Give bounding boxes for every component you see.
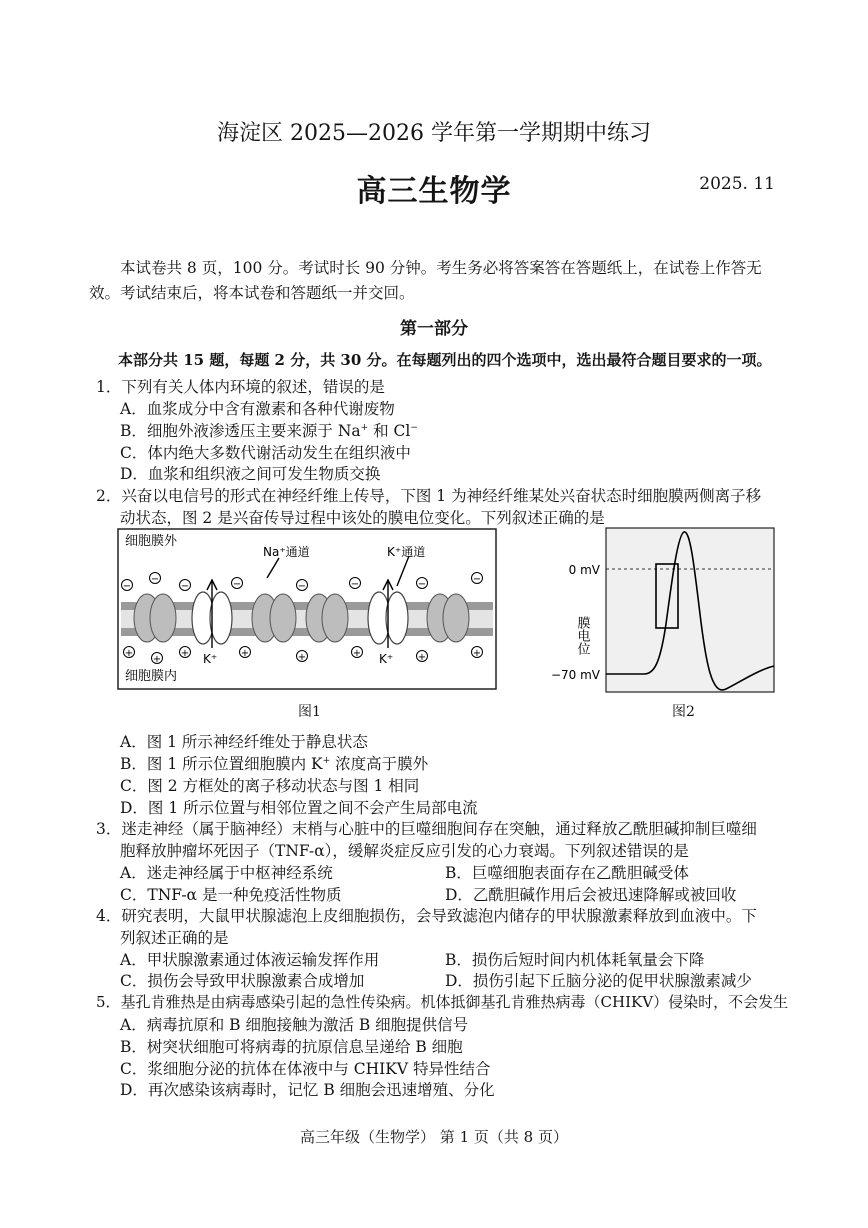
question-4-option-a: A．甲状腺激素通过体液运输发挥作用 <box>120 951 380 969</box>
question-5-stem: 5．基孔肯雅热是由病毒感染引起的急性传染病。机体抵御基孔肯雅热病毒（CHIKV）侵染时，不会发生 <box>96 993 789 1011</box>
question-1-stem: 1．下列有关人体内环境的叙述，错误的是 <box>96 378 385 396</box>
question-4-stem-line1: 4．研究表明，大鼠甲状腺滤泡上皮细胞损伤，会导致滤泡内储存的甲状腺激素释放到血液中。下 <box>96 907 757 925</box>
question-1-option-a: A．血浆成分中含有激素和各种代谢废物 <box>120 400 395 418</box>
question-2-stem-line1: 2．兴奋以电信号的形式在神经纤维上传导，下图 1 为神经纤维某处兴奋状态时细胞膜两侧离子移 <box>96 487 762 505</box>
question-3-option-a: A．迷走神经属于中枢神经系统 <box>120 864 333 882</box>
page-footer: 高三年级（生物学） 第 1 页（共 8 页） <box>300 1128 568 1146</box>
question-2-stem-line2: 动状态，图 2 是兴奋传导过程中该处的膜电位变化。下列叙述正确的是 <box>120 509 605 527</box>
exam-title: 海淀区 2025—2026 学年第一学期期中练习 <box>217 121 651 146</box>
membrane-protein <box>322 594 348 642</box>
question-2-option-c: C．图 2 方框处的离子移动状态与图 1 相同 <box>120 777 420 795</box>
k-ion-label: K⁺ <box>379 652 394 666</box>
svg-text:+: + <box>180 648 190 659</box>
question-3-option-d: D．乙酰胆碱作用后会被迅速降解或被回收 <box>445 886 737 904</box>
svg-text:−: − <box>232 579 242 590</box>
y-axis-label: 膜电位 <box>574 616 590 655</box>
svg-text:+: + <box>152 654 162 665</box>
svg-text:−: − <box>350 579 360 590</box>
question-2-option-b: B．图 1 所示位置细胞膜内 K+ 浓度高于膜外 <box>120 755 429 773</box>
k-ion-label: K⁺ <box>203 652 218 666</box>
question-5-option-d: D．再次感染该病毒时，记忆 B 细胞会迅速增殖、分化 <box>120 1081 495 1099</box>
question-4-option-c: C．损伤会导致甲状腺激素合成增加 <box>120 972 365 990</box>
part-title: 第一部分 <box>400 319 468 339</box>
svg-text:+: + <box>352 648 362 659</box>
part-instruction: 本部分共 15 题，每题 2 分，共 30 分。在每题列出的四个选项中，选出最符合题目要求的一项。 <box>118 351 772 369</box>
k-channel-protein <box>210 592 232 644</box>
figure-2-frame <box>606 528 774 692</box>
svg-text:−: − <box>472 574 482 585</box>
question-3-stem-line1: 3．迷走神经（属于脑神经）末梢与心脏中的巨噬细胞间存在突触，通过释放乙酰胆碱抑制巨噬细 <box>96 820 757 838</box>
svg-text:−: − <box>417 579 427 590</box>
svg-text:−: − <box>180 581 190 592</box>
question-2-option-d: D．图 1 所示位置与相邻位置之间不会产生局部电流 <box>120 799 478 817</box>
svg-text:+: + <box>472 648 482 659</box>
figure-1-membrane-diagram <box>117 528 497 690</box>
figure-1-caption: 图1 <box>298 704 321 720</box>
svg-text:+: + <box>124 648 134 659</box>
svg-text:+: + <box>240 648 250 659</box>
svg-text:+: + <box>297 652 307 663</box>
subject-title: 高三生物学 <box>356 174 512 209</box>
svg-text:+: + <box>417 652 427 663</box>
question-4-stem-line2: 列叙述正确的是 <box>120 929 229 947</box>
zero-mv-label: 0 mV <box>568 563 600 577</box>
question-1-option-c: C．体内绝大多数代谢活动发生在组织液中 <box>120 444 411 462</box>
question-5-option-c: C．浆细胞分泌的抗体在体液中与 CHIKV 特异性结合 <box>120 1060 491 1078</box>
svg-text:−: − <box>122 581 132 592</box>
question-5-option-b: B．树突状细胞可将病毒的抗原信息呈递给 B 细胞 <box>120 1038 463 1056</box>
membrane-protein <box>150 594 176 642</box>
exam-instructions: 本试卷共 8 页，100 分。考试时长 90 分钟。考生务必将答案答在答题纸上，在试卷上作答无效。考试结束后，将本试卷和答题纸一并交回。 <box>89 259 762 302</box>
figure-2-caption: 图2 <box>672 704 695 720</box>
na-channel-protein <box>270 594 296 642</box>
question-4-option-b: B．损伤后短时间内机体耗氧量会下降 <box>445 951 705 969</box>
question-1-option-d: D．血浆和组织液之间可发生物质交换 <box>120 465 381 483</box>
k-channel-protein <box>386 592 408 644</box>
question-3-option-c: C．TNF-α 是一种免疫活性物质 <box>120 886 342 904</box>
question-1-option-b: B．细胞外液渗透压主要来源于 Na+ 和 Cl− <box>120 422 418 440</box>
svg-text:−: − <box>297 581 307 592</box>
exam-date: 2025. 11 <box>699 174 775 194</box>
inside-label: 细胞膜内 <box>125 669 178 684</box>
minus-70-mv-label: −70 mV <box>550 668 600 682</box>
question-5-option-a: A．病毒抗原和 B 细胞接触为激活 B 细胞提供信号 <box>120 1016 469 1034</box>
question-3-stem-line2: 胞释放肿瘤坏死因子（TNF-α），缓解炎症反应引发的心力衰竭。下列叙述错误的是 <box>120 842 689 860</box>
question-3-option-b: B．巨噬细胞表面存在乙酰胆碱受体 <box>445 864 689 882</box>
svg-text:−: − <box>150 574 160 585</box>
question-2-option-a: A．图 1 所示神经纤维处于静息状态 <box>120 733 368 751</box>
question-4-option-d: D．损伤引起下丘脑分泌的促甲状腺激素减少 <box>445 972 752 990</box>
na-channel-label: Na⁺通道 <box>263 545 310 559</box>
figure-2-membrane-potential-graph <box>548 524 778 696</box>
outside-label: 细胞膜外 <box>125 534 178 549</box>
membrane-protein <box>443 594 469 642</box>
k-channel-label: K⁺通道 <box>387 545 426 559</box>
